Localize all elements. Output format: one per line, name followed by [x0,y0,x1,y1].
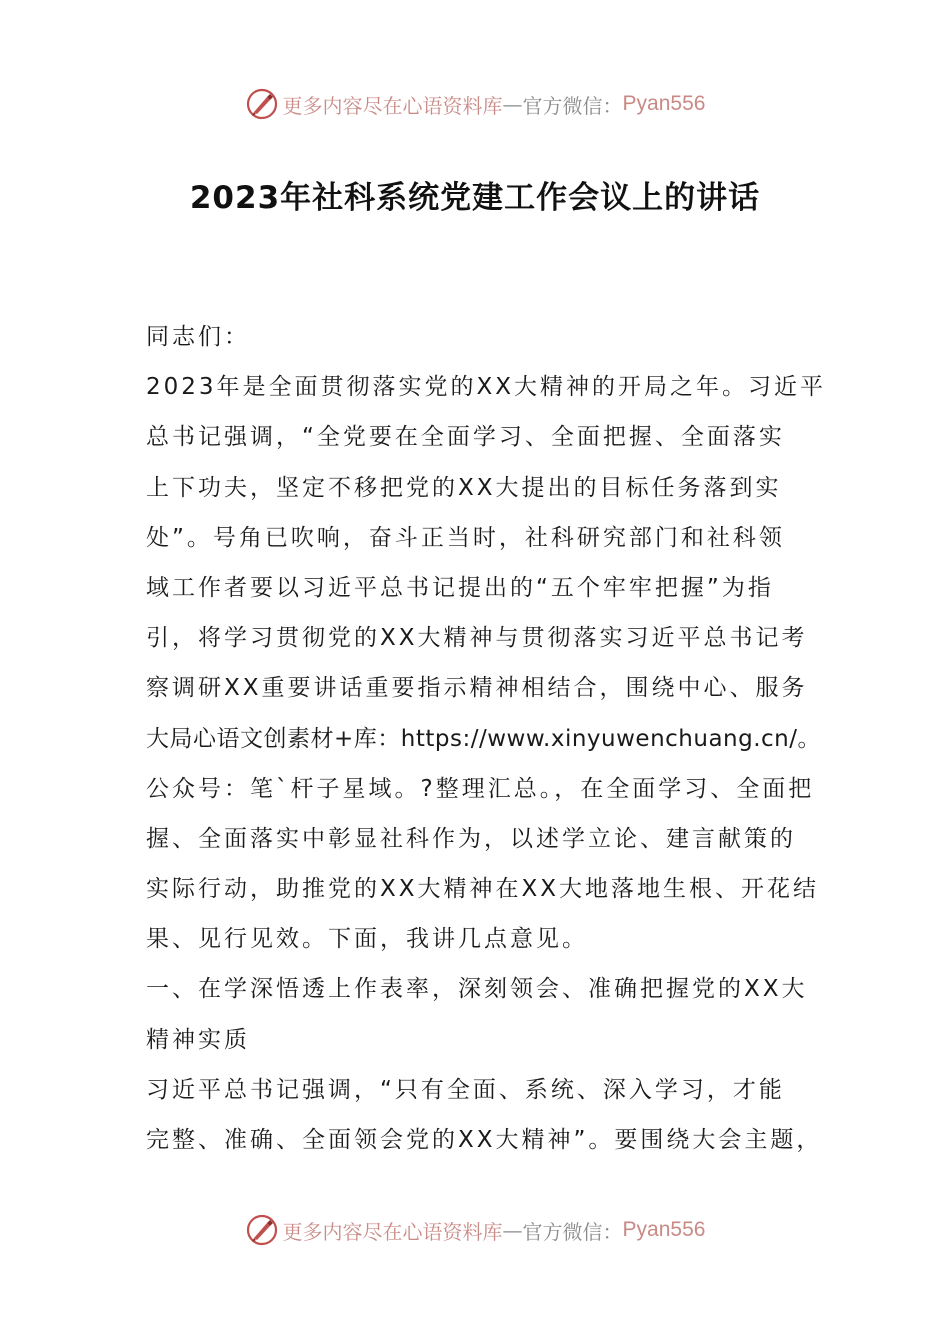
watermark-header [0,84,950,124]
body-line: 总书记强调，“全党要在全面学习、全面把握、全面落实 [146,424,785,451]
watermark-label: 官方微信： [522,93,623,118]
watermark-footer [0,1210,950,1250]
document-title: 2023年社科系统党建工作会议上的讲话 [189,180,761,216]
body-line: 习近平总书记强调，“只有全面、系统、深入学习，才能 [146,1076,785,1103]
pen-logo-icon [245,87,279,121]
body-line: 引，将学习贯彻党的XX大精神与贯彻落实习近平总书记考 [146,625,808,652]
body-line: 果、见行见效。下面，我讲几点意见。 [146,926,588,953]
body-line: 处”。号角已吹响，奋斗正当时，社科研究部门和社科领 [146,524,785,551]
watermark-brand: 更多内容尽在心语资料库 [282,93,503,118]
section-heading: 精神实质 [146,1026,250,1053]
body-line: 握、全面落实中彰显社科作为，以述学立论、建言献策的 [146,825,796,852]
body-line: 察调研XX重要讲话重要指示精神相结合，围绕中心、服务 [146,675,808,702]
body-line-url: 大局心语文创素材+库：https://www.xinyuwenchuang.cn/。 [146,725,822,752]
body-line: 上下功夫，坚定不移把党的XX大提出的目标任务落到实 [146,474,782,501]
body-line: 同志们： [146,324,250,350]
watermark-wechat-id: Pyan556 [622,92,706,115]
body-line: 实际行动，助推党的XX大精神在XX大地落地生根、开花结 [146,876,820,903]
watermark-brand: 更多内容尽在心语资料库 [282,1219,503,1244]
pen-logo-icon [245,1213,279,1247]
body-line: 公众号：笔`杆子星域。?整理汇总。，在全面学习、全面把 [146,775,815,802]
watermark-dash: — [502,92,523,116]
body-line: 域工作者要以习近平总书记提出的“五个牢牢把握”为指 [146,574,774,601]
watermark-dash: — [502,1218,523,1242]
section-heading: 一、在学深悟透上作表率，深刻领会、准确把握党的XX大 [146,976,808,1003]
body-line: 完整、准确、全面领会党的XX大精神”。要围绕大会主题， [146,1127,823,1153]
watermark-wechat-id: Pyan556 [622,1218,706,1241]
document-body [146,312,827,1165]
watermark-label: 官方微信： [522,1219,623,1244]
body-line: 2023年是全面贯彻落实党的XX大精神的开局之年。习近平 [146,374,827,401]
